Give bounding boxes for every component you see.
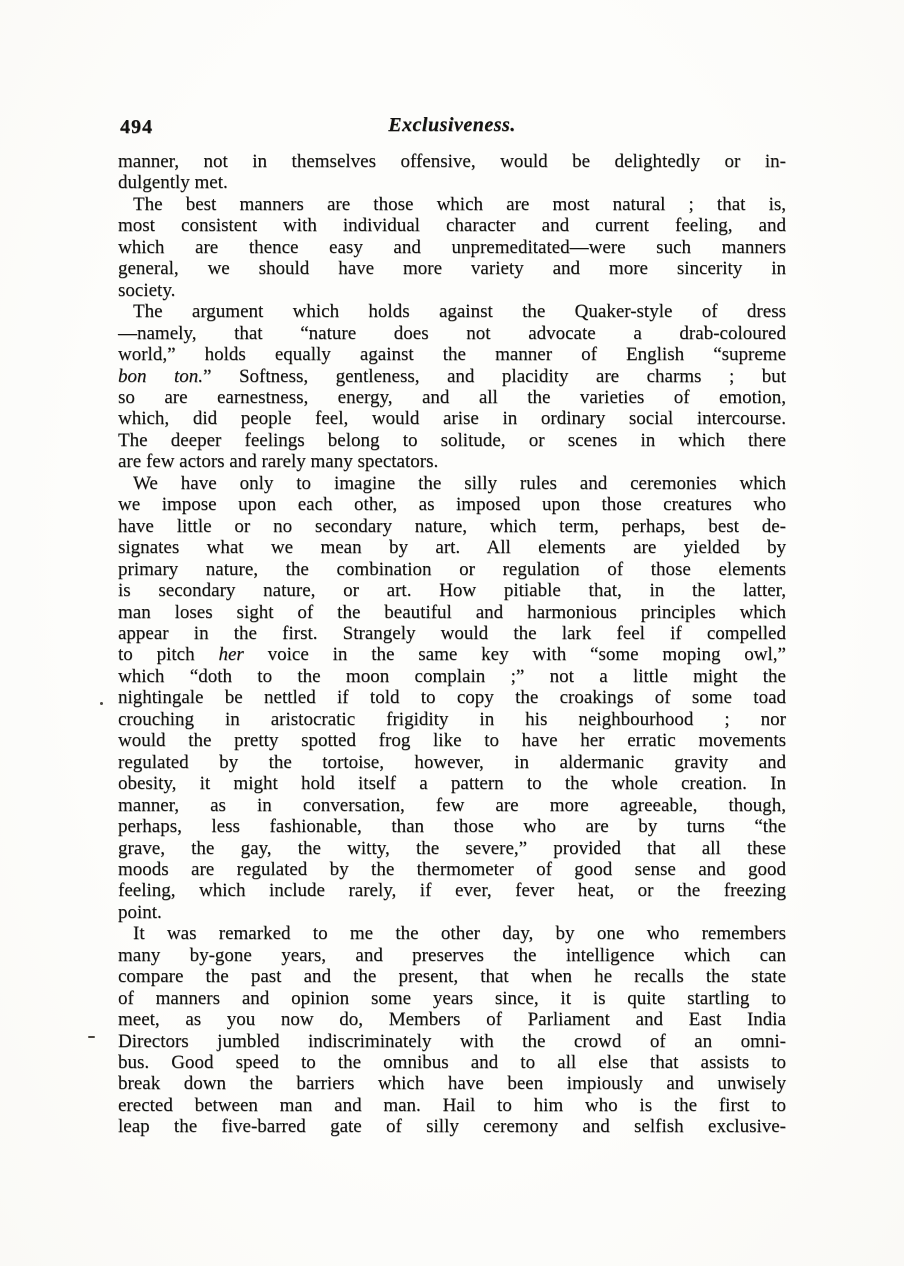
- text-line: [118, 623, 786, 644]
- text-line: [118, 516, 786, 537]
- text-run: most consistent with individual character and current feeling, and: [118, 215, 786, 237]
- text-line: [118, 1095, 786, 1116]
- text-line: [118, 666, 786, 687]
- text-line: [118, 194, 786, 215]
- text-run: obesity, it might hold itself a pattern to the whole creation. In: [118, 773, 786, 795]
- text-line: [118, 988, 786, 1009]
- text-line: [118, 559, 786, 580]
- text-run: which “doth to the moon complain ;” not a little might the: [118, 665, 786, 687]
- text-run: is secondary nature, or art. How pitiable that, in the latter,: [118, 580, 786, 602]
- text-line: [118, 408, 786, 429]
- text-line: [118, 580, 786, 601]
- text-run: It was remarked to me the other day, by one who remembers: [133, 923, 786, 945]
- page-number: 494: [120, 116, 153, 138]
- text-run: which are thence easy and unpremeditated—were such manners: [118, 236, 786, 258]
- text-run: break down the barriers which have been impiously and unwisely: [118, 1073, 786, 1095]
- italic-text-run: bon ton.: [118, 365, 204, 387]
- text-run: leap the five-barred gate of silly ceremony and selfish exclusive-: [118, 1116, 786, 1138]
- text-line: [118, 687, 786, 708]
- text-line: [118, 451, 786, 472]
- text-line: [118, 280, 786, 301]
- text-run: —namely, that “nature does not advocate a drab-coloured: [118, 322, 786, 344]
- text-line: [118, 773, 786, 794]
- text-run: manner, not in themselves offensive, would be delightedly or in-: [118, 151, 786, 172]
- text-run: crouching in aristocratic frigidity in his neighbourhood ; nor: [118, 708, 786, 730]
- text-line: [118, 709, 786, 730]
- text-run: so are earnestness, energy, and all the varieties of emotion,: [118, 386, 786, 408]
- page-header: [0, 114, 904, 142]
- text-line: [118, 323, 786, 344]
- text-line: [118, 430, 786, 451]
- text-line: [118, 344, 786, 365]
- text-run: moods are regulated by the thermometer of good sense and good: [118, 858, 786, 880]
- text-run: are few actors and rarely many spectators.: [118, 451, 439, 473]
- text-run: primary nature, the combination or regulation of those elements: [118, 558, 786, 580]
- text-body: [118, 151, 786, 1138]
- text-run: voice in the same key with “some moping owl,”: [243, 644, 786, 666]
- text-run: The best manners are those which are most natural ; that is,: [133, 193, 786, 215]
- text-line: [118, 752, 786, 773]
- text-run: world,” holds equally against the manner of English “supreme: [118, 344, 786, 366]
- text-line: [118, 1052, 786, 1073]
- running-head: Exclusiveness.: [388, 114, 516, 136]
- text-run: point.: [118, 901, 162, 923]
- text-run: would the pretty spotted frog like to have her erratic movements: [118, 730, 786, 752]
- text-run: signates what we mean by art. All elements are yielded by: [118, 537, 786, 559]
- text-line: [118, 966, 786, 987]
- text-line: [118, 215, 786, 236]
- text-line: [118, 923, 786, 944]
- text-line: [118, 151, 786, 172]
- text-line: [118, 258, 786, 279]
- text-run: appear in the first. Strangely would the lark feel if compelled: [118, 622, 786, 644]
- text-run: Directors jumbled indiscriminately with the crowd of an omni-: [118, 1030, 786, 1052]
- text-line: [118, 172, 786, 193]
- text-run: of manners and opinion some years since, it is quite startling to: [118, 987, 786, 1009]
- italic-text-run: her: [218, 644, 244, 666]
- text-run: feeling, which include rarely, if ever, fever heat, or the freezing: [118, 880, 786, 902]
- text-line: [118, 880, 786, 901]
- text-run: dulgently met.: [118, 172, 228, 194]
- text-run: The deeper feelings belong to solitude, or scenes in which there: [118, 429, 786, 451]
- text-run: manner, as in conversation, few are more agreeable, though,: [118, 794, 786, 816]
- text-line: [118, 816, 786, 837]
- text-line: [118, 730, 786, 751]
- text-run: perhaps, less fashionable, than those who are by turns “the: [118, 816, 786, 838]
- text-run: ” Softness, gentleness, and placidity are charms ; but: [203, 365, 786, 387]
- text-run: we impose upon each other, as imposed upon those creatures who: [118, 494, 786, 516]
- text-run: which, did people feel, would arise in ordinary social intercourse.: [118, 408, 786, 430]
- text-line: [118, 838, 786, 859]
- text-line: [118, 237, 786, 258]
- text-line: [118, 1073, 786, 1094]
- text-line: [118, 494, 786, 515]
- text-run: grave, the gay, the witty, the severe,” provided that all these: [118, 837, 786, 859]
- text-line: [118, 1031, 786, 1052]
- scan-artifact-dot: [100, 702, 103, 705]
- text-line: [118, 366, 786, 387]
- text-line: [118, 1009, 786, 1030]
- text-run: erected between man and man. Hail to him who is the first to: [118, 1094, 786, 1116]
- text-run: We have only to imagine the silly rules and ceremonies which: [133, 472, 786, 494]
- text-run: many by-gone years, and preserves the intelligence which can: [118, 944, 786, 966]
- text-run: regulated by the tortoise, however, in aldermanic gravity and: [118, 751, 786, 773]
- text-line: [118, 795, 786, 816]
- text-line: [118, 859, 786, 880]
- text-run: compare the past and the present, that when he recalls the state: [118, 966, 786, 988]
- text-run: have little or no secondary nature, which term, perhaps, best de-: [118, 515, 786, 537]
- scan-artifact-dash: [88, 1036, 95, 1038]
- text-run: bus. Good speed to the omnibus and to all else that assists to: [118, 1052, 786, 1074]
- text-line: [118, 644, 786, 665]
- text-line: [118, 387, 786, 408]
- text-line: [118, 537, 786, 558]
- text-run: man loses sight of the beautiful and harmonious principles which: [118, 601, 786, 623]
- text-line: [118, 945, 786, 966]
- text-line: [118, 1116, 786, 1137]
- text-line: [118, 902, 786, 923]
- text-run: nightingale be nettled if told to copy the croakings of some toad: [118, 687, 786, 709]
- text-run: meet, as you now do, Members of Parliament and East India: [118, 1009, 786, 1031]
- text-run: The argument which holds against the Quaker-style of dress: [133, 301, 786, 323]
- text-line: [118, 602, 786, 623]
- text-run: general, we should have more variety and more sincerity in: [118, 258, 786, 280]
- text-run: society.: [118, 279, 176, 301]
- text-line: [118, 301, 786, 322]
- text-line: [118, 473, 786, 494]
- text-run: to pitch: [118, 644, 219, 666]
